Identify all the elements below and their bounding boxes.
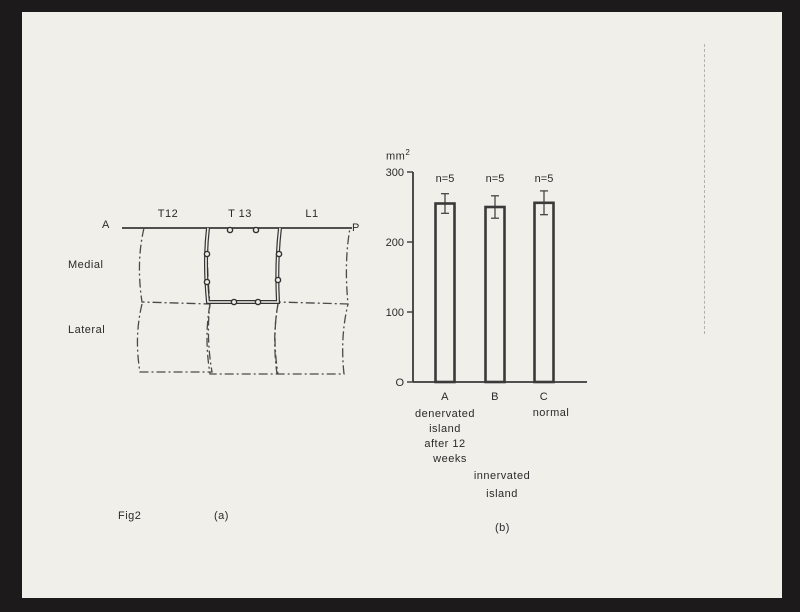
category-label-A: A <box>441 391 449 403</box>
scan-edge-line <box>704 44 706 334</box>
caption-a-line-1: denervated <box>414 408 476 420</box>
caption-c-line-1: normal <box>532 407 570 419</box>
caption-b-line-1: innervated <box>473 470 531 482</box>
caption-c <box>533 407 570 419</box>
figure-page <box>22 12 782 598</box>
bar-A <box>436 204 455 383</box>
y-axis-unit-label: $mm^2$ <box>386 148 411 163</box>
n-label-C: n=5 <box>534 173 554 185</box>
caption-a-line-2: island <box>429 423 461 435</box>
caption-a-line-4: weeks <box>433 453 467 465</box>
panel-label-a: (a) <box>214 510 229 522</box>
n-label-A: n=5 <box>435 173 455 185</box>
y-tick-label-300: 300 <box>385 167 404 179</box>
caption-a-line-3: after 12 <box>424 438 466 450</box>
row-label-medial: Medial <box>68 259 104 271</box>
axis-label-posterior: P <box>352 222 360 234</box>
segment-label-l1: L1 <box>305 208 319 220</box>
bar-C <box>535 203 554 382</box>
row-label-lateral: Lateral <box>68 324 106 336</box>
panel-label-b: (b) <box>495 522 510 534</box>
segment-label-t12: T12 <box>157 208 179 220</box>
caption-b-line-2: island <box>486 488 518 500</box>
caption-a <box>415 407 475 467</box>
n-label-B: n=5 <box>485 173 505 185</box>
caption-b <box>474 467 530 503</box>
segment-label-t13: T 13 <box>228 208 252 220</box>
y-tick-label-100: 100 <box>385 307 404 319</box>
y-tick-label-0: O <box>395 377 404 389</box>
category-label-B: B <box>491 391 499 403</box>
bar-B <box>486 207 505 382</box>
axis-label-anterior: A <box>102 219 110 231</box>
y-tick-label-200: 200 <box>385 237 404 249</box>
category-label-C: C <box>539 391 549 403</box>
figure-number: Fig2 <box>118 510 142 522</box>
